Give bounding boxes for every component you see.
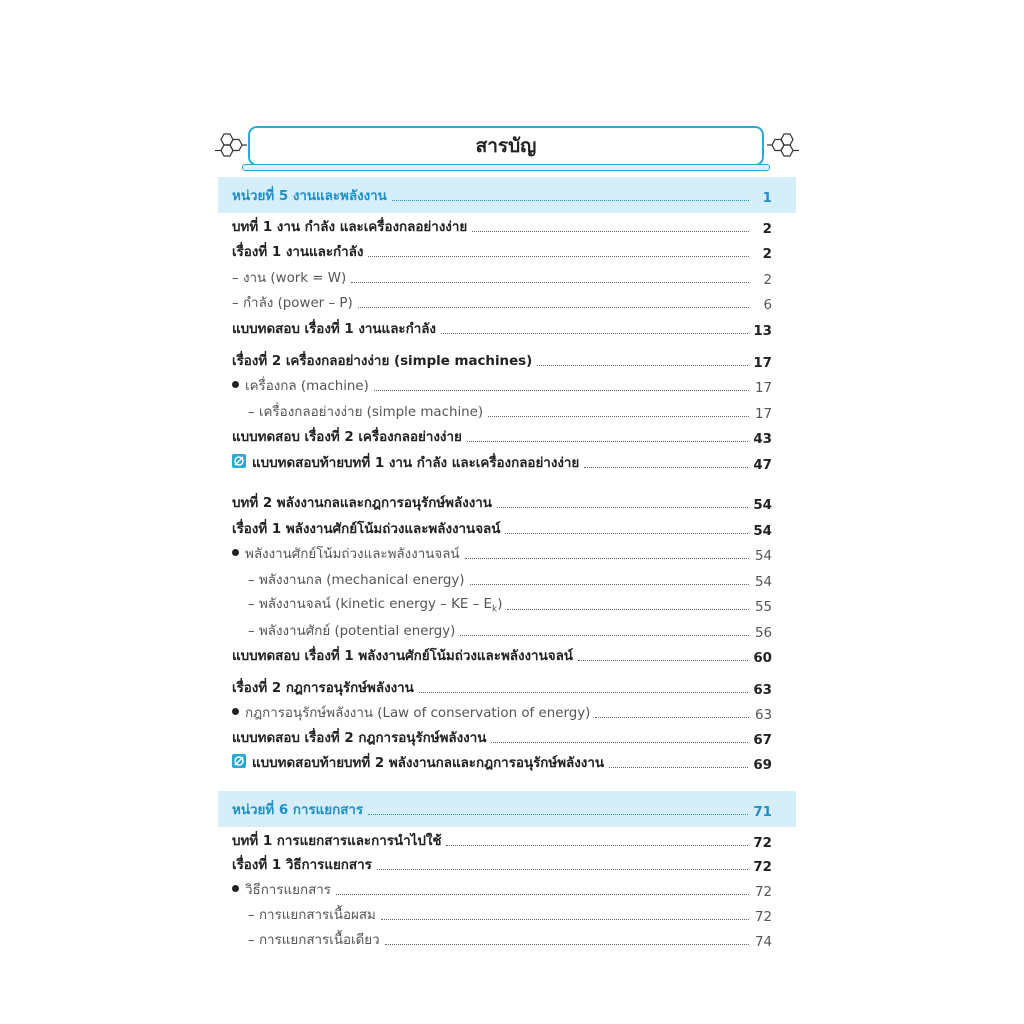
dot-leader: [368, 256, 749, 257]
toc-entry-label: บทที่ 2 พลังงานกลและกฎการอนุรักษ์พลังงาน: [232, 496, 492, 511]
hexagon-icon: [214, 130, 248, 164]
dot-leader: [385, 944, 749, 945]
toc-entry-page: 6: [763, 298, 772, 313]
toc-entry-label: กฎการอนุรักษ์พลังงาน (Law of conservation of energy): [245, 706, 591, 721]
dot-leader: [351, 282, 749, 283]
toc-entry-label: – พลังงานจลน์ (kinetic energy – KE – E: [248, 597, 492, 613]
toc-entry-page: 17: [754, 407, 772, 422]
dot-leader: [446, 845, 748, 846]
toc-entry-label: – พลังงานศักย์ (potential energy): [248, 624, 456, 639]
toc-entry-label-end: ): [497, 597, 503, 613]
toc-entry-page: 67: [753, 733, 772, 748]
toc-entry-label: เรื่องที่ 1 พลังงานศักย์โน้มถ่วงและพลังงานจลน์: [232, 522, 501, 537]
toc-entry-label: เครื่องกล (machine): [245, 379, 369, 394]
toc-entry-subtopic[interactable]: [248, 568, 772, 590]
dot-leader: [488, 416, 749, 417]
toc-entry-page: 72: [754, 885, 772, 900]
toc-entry-bullet[interactable]: [232, 701, 772, 723]
dot-leader: [374, 390, 749, 391]
toc-entry-topic[interactable]: [232, 676, 772, 698]
toc-entry-page: 13: [753, 324, 772, 339]
toc-entry-page: 69: [753, 758, 772, 773]
toc-entry-label: บทที่ 1 การแยกสารและการนำไปใช้: [232, 834, 442, 849]
toc-entry-bullet[interactable]: [232, 542, 772, 564]
dot-leader: [505, 533, 748, 534]
toc-entry-page: 2: [762, 222, 772, 237]
toc-entry-subtopic[interactable]: [248, 400, 772, 422]
toc-entry-subtopic[interactable]: [248, 903, 772, 925]
toc-entry-page: 17: [754, 381, 772, 396]
toc-entry-page: 54: [754, 575, 772, 590]
toc-entry-unit-5[interactable]: [232, 184, 772, 206]
dot-leader: [470, 584, 750, 585]
dot-leader: [368, 814, 748, 815]
toc-entry-label: – การแยกสารเนื้อผสม: [248, 908, 376, 923]
dot-leader: [336, 894, 749, 895]
title-banner: [214, 124, 800, 174]
toc-entry-label: แบบทดสอบ เรื่องที่ 1 พลังงานศักย์โน้มถ่วงและพลังงานจลน์: [232, 649, 573, 664]
dot-leader: [472, 231, 749, 232]
bullet-icon: [232, 885, 239, 892]
toc-entry-label: แบบทดสอบ เรื่องที่ 2 กฎการอนุรักษ์พลังงาน: [232, 731, 487, 746]
toc-entry-subtopic[interactable]: [248, 928, 772, 950]
dot-leader: [358, 307, 749, 308]
dot-leader: [419, 692, 749, 693]
toc-entry-quiz[interactable]: [232, 425, 772, 447]
toc-entry-unit-6[interactable]: [232, 798, 772, 820]
bullet-icon: [232, 549, 239, 556]
toc-entry-chapter-test[interactable]: [232, 451, 772, 473]
toc-entry-page: 72: [753, 836, 772, 851]
toc-entry-bullet[interactable]: [232, 878, 772, 900]
toc-entry-page: 54: [754, 549, 772, 564]
toc-entry-chapter-1[interactable]: [232, 829, 772, 851]
toc-entry-page: 17: [753, 356, 772, 371]
dot-leader: [491, 742, 748, 743]
dot-leader: [507, 609, 749, 610]
page-title: สารบัญ: [248, 126, 764, 166]
toc-entry-label: พลังงานศักย์โน้มถ่วงและพลังงานจลน์: [245, 547, 460, 562]
bullet-icon: [232, 381, 239, 388]
dot-leader: [584, 467, 748, 468]
toc-entry-page: 54: [753, 498, 772, 513]
toc-entry-page: 72: [753, 860, 772, 875]
toc-entry-label: หน่วยที่ 6 การแยกสาร: [232, 803, 364, 818]
toc-entry-label: เรื่องที่ 1 งานและกำลัง: [232, 245, 364, 260]
dot-leader: [381, 919, 749, 920]
title-underline-bar: [242, 164, 770, 171]
dot-leader: [460, 635, 749, 636]
dot-leader: [465, 558, 749, 559]
toc-entry-quiz[interactable]: [232, 644, 772, 666]
toc-entry-chapter-test[interactable]: [232, 751, 772, 773]
toc-entry-label: แบบทดสอบท้ายบทที่ 2 พลังงานกลและกฎการอนุรักษ์พลังงาน: [252, 756, 605, 771]
toc-entry-page: 2: [762, 247, 772, 262]
toc-entry-label: – เครื่องกลอย่างง่าย (simple machine): [248, 405, 484, 420]
toc-entry-topic[interactable]: [232, 240, 772, 262]
toc-entry-label: แบบทดสอบท้ายบทที่ 1 งาน กำลัง และเครื่องกลอย่างง่าย: [252, 456, 580, 471]
dot-leader: [441, 333, 748, 334]
toc-entry-subtopic[interactable]: [232, 266, 772, 288]
toc-entry-chapter-2[interactable]: [232, 491, 772, 513]
toc-entry-topic[interactable]: [232, 517, 772, 539]
toc-entry-chapter-1[interactable]: [232, 215, 772, 237]
toc-entry-page: 63: [754, 708, 772, 723]
toc-entry-label: – การแยกสารเนื้อเดียว: [248, 933, 380, 948]
toc-entry-quiz[interactable]: [232, 317, 772, 339]
toc-entry-bullet[interactable]: [232, 374, 772, 396]
test-icon: [232, 754, 246, 768]
toc-entry-page: 71: [753, 805, 772, 820]
toc-entry-subtopic[interactable]: [248, 593, 772, 615]
dot-leader: [595, 717, 749, 718]
bullet-icon: [232, 708, 239, 715]
toc-entry-page: 43: [753, 432, 772, 447]
toc-entry-page: 2: [763, 273, 772, 288]
dot-leader: [537, 365, 748, 366]
toc-entry-page: 72: [754, 910, 772, 925]
hexagon-icon: [766, 130, 800, 164]
toc-entry-page: 63: [753, 683, 772, 698]
toc-entry-label: เรื่องที่ 2 เครื่องกลอย่างง่าย (simple machines): [232, 354, 533, 369]
toc-entry-label: บทที่ 1 งาน กำลัง และเครื่องกลอย่างง่าย: [232, 220, 468, 235]
toc-entry-label: วิธีการแยกสาร: [245, 883, 331, 898]
toc-entry-page: 60: [753, 651, 772, 666]
dot-leader: [467, 441, 749, 442]
dot-leader: [578, 660, 748, 661]
toc-entry-label: เรื่องที่ 1 วิธีการแยกสาร: [232, 858, 372, 873]
toc-entry-page: 54: [753, 524, 772, 539]
toc-entry-label: – กำลัง (power – P): [232, 296, 353, 311]
toc-entry-page: 74: [754, 935, 772, 950]
toc-entry-quiz[interactable]: [232, 726, 772, 748]
toc-entry-subtopic[interactable]: [232, 291, 772, 313]
toc-entry-topic[interactable]: [232, 853, 772, 875]
toc-entry-page: 56: [754, 626, 772, 641]
test-icon: [232, 454, 246, 468]
dot-leader: [377, 869, 749, 870]
toc-entry-label: เรื่องที่ 2 กฎการอนุรักษ์พลังงาน: [232, 681, 414, 696]
toc-entry-label: แบบทดสอบ เรื่องที่ 1 งานและกำลัง: [232, 322, 436, 337]
dot-leader: [497, 507, 748, 508]
dot-leader: [609, 767, 748, 768]
toc-entry-label: – งาน (work = W): [232, 271, 347, 286]
toc-entry-page: 1: [762, 191, 772, 206]
toc-entry-topic[interactable]: [232, 349, 772, 371]
subscript-k: k: [492, 605, 498, 615]
toc-entry-page: 55: [754, 600, 772, 615]
toc-entry-label: หน่วยที่ 5 งานและพลังงาน: [232, 189, 387, 204]
toc-entry-page: 47: [753, 458, 772, 473]
toc-entry-label: แบบทดสอบ เรื่องที่ 2 เครื่องกลอย่างง่าย: [232, 430, 462, 445]
dot-leader: [392, 200, 749, 201]
toc-entry-subtopic[interactable]: [248, 619, 772, 641]
toc-entry-label: – พลังงานกล (mechanical energy): [248, 573, 465, 588]
